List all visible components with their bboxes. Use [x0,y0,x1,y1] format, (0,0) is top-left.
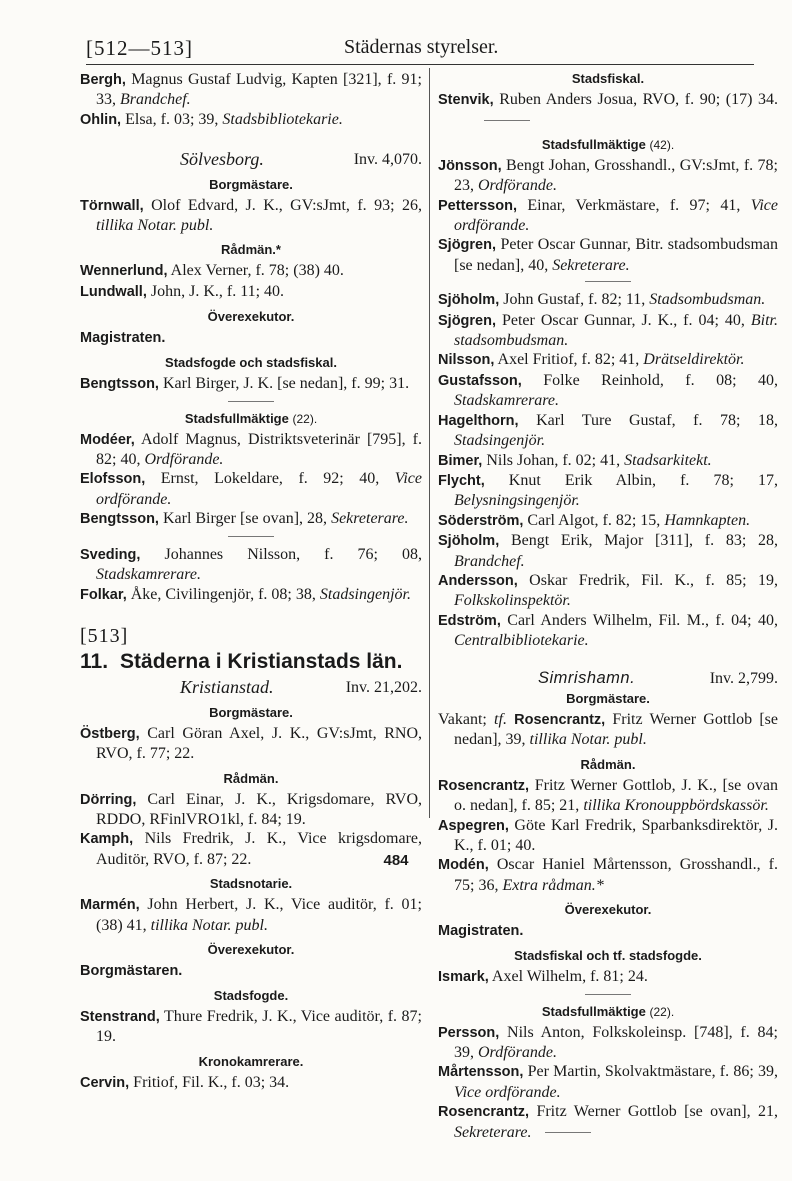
person-name: Modéer, [80,431,135,448]
person-name: Folkar, [80,586,127,603]
person-details: Göte Karl Fredrik, Sparbanksdirektör, J. K., f. 01; 40. [454,816,778,854]
person-title: tillika Kronouppbördskassör. [583,797,769,815]
person-details: Ernst, Lokeldare, f. 92; 40, [145,470,395,488]
entry-sjogren [438,311,778,351]
person-details: Bengt Erik, Major [311], f. 83; 28, [499,532,778,550]
office-heading: Rådmän. [580,756,636,772]
person-details: Folke Reinhold, f. 08; 40, [521,371,778,389]
town-population: Inv. 2,799. [709,669,778,687]
town-population: Inv. 21,202. [345,679,422,697]
entry-aspegren [438,816,778,856]
person-name: Gustafsson, [438,372,522,389]
entry-sjogren-sekr [438,235,778,275]
person-title: Stadsbibliotekarie. [222,110,343,128]
town-name: Kristianstad. [180,677,274,698]
section-title: Städerna i Kristianstads län. [120,650,403,674]
entry-bengtsson-sekr [80,509,422,529]
page-number: 484 [383,852,409,869]
person-name: Elofsson, [80,471,146,488]
person-title: Sekreterare. [331,510,409,528]
column-divider [429,68,430,818]
person-title: tillika Notar. publ. [150,916,268,934]
office-heading: Kronokamrerare. [198,1053,304,1069]
person-title: Stadsingenjör. [319,585,411,603]
page-header [86,36,754,66]
entry-dorring [80,790,422,830]
left-column [80,70,422,1093]
entry-stenvik [438,90,778,130]
member-count: (42). [649,137,675,152]
person-name: Sjögren, [438,237,497,254]
office-heading: Borgmästare. [209,176,293,192]
entry-andersson [438,571,778,611]
person-title: Hamnkapten. [664,511,751,529]
person-details: Ruben Anders Josua, RVO, f. 90; (17) 34. [493,91,778,108]
heading-text: Stadsfullmäktige [541,1003,646,1019]
person-name: Wennerlund, [80,263,168,280]
town-heading-kristianstad [80,678,422,697]
person-title: Vice ordförande. [454,1083,561,1101]
person-title: Stadskamrerare. [454,392,560,410]
entry-rosencrantz [438,776,778,816]
person-name: Persson, [438,1024,500,1041]
heading-text: Stadsfullmäktige [184,410,289,426]
office-heading: Stadsfogde. [213,987,289,1003]
entry-vakant [438,710,778,750]
person-details: Fritiof, Fil. K., f. 03; 34. [129,1073,290,1091]
person-details: Magnus Gustaf Ludvig, Kapten [321], f. 91; 33, [96,71,422,109]
person-details: John, J. K., f. 11; 40. [146,282,285,300]
person-title: Bitr. stadsombudsman. [454,311,778,350]
office-heading: Stadsfiskal och tf. stadsfogde. [514,948,702,964]
person-name: Stenstrand, [80,1008,160,1025]
person-name: Törnwall, [80,197,144,214]
section-number: 11. [80,650,109,674]
town-population: Inv. 4,070. [353,151,422,169]
person-details: Fritz Werner Gottlob, J. K., [se ovan o. nedan], f. 85; 21, [454,776,778,815]
person-details: Nils Fredrik, J. K., Vice krigsdomare, Auditör, RVO, f. 87; 22. [96,830,422,868]
person-details: Adolf Magnus, Distriktsveterinär [795], f. 82; 40, [96,430,422,469]
person-title: Stadsarkitekt. [624,451,712,469]
person-title: Ordförande. [144,451,224,469]
person-name: Bengtsson, [80,511,159,528]
person-name: Lundwall, [80,283,147,300]
person-details: John Gustaf, f. 82; 11, [499,291,650,309]
entry-modeer [80,430,422,470]
entry-bengtsson [80,374,422,394]
town-name: Sölvesborg. [180,149,264,170]
entry-lundwall [80,282,422,302]
office-heading: Borgmästare. [209,704,293,720]
entry-stenstrand [80,1007,422,1047]
person-details: Elsa, f. 03; 39, [121,110,223,128]
entry-flycht [438,471,778,511]
separator-rule [484,120,530,121]
person-details: Knut Erik Albin, f. 78; 17, [484,471,778,489]
person-details: Carl Anders Wilhelm, Fil. M., f. 04; 40, [500,611,778,629]
person-details: Carl Algot, f. 82; 15, [523,511,665,529]
entry-martensson [438,1062,778,1102]
entry-pettersson [438,196,778,236]
person-name: Rosencrantz, [438,777,530,794]
person-details: Carl Einar, J. K., Krigsdomare, RVO, RDDO, RFinlVRO1kl, f. 84; 19. [96,790,422,828]
page-range: [512—513] [86,36,193,60]
office-holder: Magistraten. [438,923,524,940]
person-title: Ordförande. [478,177,557,195]
office-heading [438,136,778,154]
office-heading: Överexekutor. [207,941,295,957]
person-details: Fritz Werner Gottlob [se ovan], 21, [529,1103,778,1121]
person-details: Peter Oscar Gunnar, Bitr. stadsombudsman [se nedan], 40, [454,236,778,274]
person-details: Carl Göran Axel, J. K., GV:sJmt, RNO, RVO, f. 77; 22. [96,724,422,763]
person-name: Rosencrantz, [506,711,606,728]
town-name: Simrishamn. [538,668,636,687]
separator-rule [545,1132,591,1133]
person-name: Pettersson, [438,197,517,214]
person-title: Brandchef. [120,91,191,109]
person-title: Folkskolinspektör. [454,592,571,610]
person-name: Modén, [438,857,489,874]
person-name: Ismark, [438,969,489,986]
person-details: Fritz Werner Gottlob [se nedan], 39, [454,710,778,749]
person-title: Brandchef. [454,552,525,570]
person-details: Per Martin, Skolvaktmästare, f. 86; 39, [523,1063,778,1081]
office-heading: Rådmän. [223,770,279,786]
person-details: Karl Birger, J. K. [se nedan], f. 99; 31. [158,375,410,393]
entry-hagelthorn [438,411,778,451]
office-heading: Överexekutor. [207,309,295,325]
person-title: Stadsingenjör. [454,432,546,450]
office-heading: Stadsfogde och stadsfiskal. [165,355,337,371]
person-name: Sveding, [80,546,141,563]
person-details: Karl Ture Gustaf, f. 78; 18, [518,411,778,429]
person-title: Centralbibliotekarie. [454,632,589,650]
person-name: Kamph, [80,831,134,848]
office-heading: Överexekutor. [564,902,652,918]
heading-text: Stadsfullmäktige [541,136,646,152]
person-name: Jönsson, [438,157,502,174]
person-title: Drätseldirektör. [643,351,745,369]
person-details: Åke, Civilingenjör, f. 08; 38, [126,585,320,603]
person-name: Aspegren, [438,817,509,834]
person-details: Oscar Haniel Mårtensson, Grosshandl., f. 75; 36, [454,856,778,894]
entry-rosencrantz-sekr [438,1102,778,1142]
entry-sjoholm-john [438,290,778,310]
entry-edstrom [438,611,778,651]
office-heading [80,410,422,428]
person-name: Nilsson, [438,352,495,369]
office-heading: Stadsfiskal. [571,71,645,86]
entry-sveding [80,545,422,585]
person-name: Mårtensson, [438,1064,524,1081]
person-name: Stenvik, [438,92,494,108]
entry-folkar [80,585,422,605]
header-rule [86,64,754,65]
person-title: Extra rådman.* [502,876,604,894]
person-name: Dörring, [80,791,137,808]
entry-sjoholm-bengt [438,531,778,571]
person-name: Bergh, [80,72,126,88]
person-details: Karl Birger [se ovan], 28, [158,510,332,528]
person-details: Oskar Fredrik, Fil. K., f. 85; 19, [517,571,778,589]
person-name: Söderström, [438,512,524,529]
person-name: Bimer, [438,452,483,469]
person-title: Vice ordförande. [454,196,778,235]
office-heading: Stadsnotarie. [209,876,293,892]
person-name: Bengtsson, [80,376,159,393]
person-title: Stadskamrerare. [96,566,202,584]
person-name: Hagelthorn, [438,412,519,429]
town-heading-simrishamn [438,669,778,688]
person-title: Stadsombudsman. [649,291,766,309]
separator-rule [228,401,274,402]
person-details: Nils Johan, f. 02; 41, [482,451,625,469]
section-page-marker: [513] [80,624,129,647]
member-count: (22). [649,1004,675,1019]
entry-marmen [80,895,422,935]
separator-rule [585,994,631,995]
person-title: Vice ordförande. [96,470,422,508]
right-column [438,70,778,1142]
section-heading [80,650,422,674]
person-name: Sjöholm, [438,292,500,309]
person-name: Flycht, [438,472,485,489]
person-details: John Herbert, J. K., Vice auditör, f. 01; (38) 41, [96,896,422,934]
person-name: Sjöholm, [438,533,500,550]
person-name: Cervin, [80,1074,130,1091]
person-details: Alex Verner, f. 78; (38) 40. [167,262,344,280]
person-name: Edström, [438,612,501,629]
person-title: Ordförande. [478,1044,557,1062]
vacancy-note: Vakant; [438,710,495,728]
office-heading: Borgmästare. [566,690,650,706]
separator-rule [585,281,631,282]
person-details: Thure Fredrik, J. K., Vice auditör, f. 87; 19. [96,1007,422,1046]
person-details: Olof Edvard, J. K., GV:sJmt, f. 93; 26, [143,196,422,214]
entry-jonsson [438,156,778,196]
person-title: tillika Notar. publ. [96,217,214,235]
person-details: Johannes Nilsson, f. 76; 08, [140,545,422,563]
office-holder: Borgmästaren. [80,962,183,979]
entry-ohlin [80,110,422,130]
member-count: (22). [292,411,318,426]
entry-cervin [80,1073,422,1093]
office-heading [438,1003,778,1021]
person-details: Einar, Verkmästare, f. 97; 41, [516,196,751,214]
person-name: Marmén, [80,897,140,914]
person-title: Sekreterare. [454,1123,532,1141]
entry-persson [438,1023,778,1063]
person-title: Belysningsingenjör. [454,492,580,510]
acting-abbrev: tf. [494,710,507,728]
office-holder: Magistraten. [80,330,166,347]
town-heading-solvesborg [80,150,422,169]
entry-soderstrom [438,511,778,531]
entry-gustafsson [438,371,778,411]
person-name: Rosencrantz, [438,1104,530,1121]
office-heading: Rådmän.* [221,242,281,258]
person-details: Bengt Johan, Grosshandl., GV:sJmt, f. 78; 23, [454,156,778,195]
person-title: Sekreterare. [552,256,630,274]
entry-wennerlund [80,261,422,281]
person-details: Peter Oscar Gunnar, J. K., f. 04; 40, [496,311,751,329]
person-details: Axel Wilhelm, f. 81; 24. [488,968,648,986]
entry-bergh [80,70,422,110]
person-title: tillika Notar. publ. [529,731,647,749]
separator-rule [228,536,274,537]
entry-tornwall [80,196,422,236]
person-name: Andersson, [438,572,518,589]
person-details: Nils Anton, Folkskoleinsp. [748], f. 84; 39, [454,1023,778,1062]
entry-ostberg [80,724,422,764]
person-name: Ohlin, [80,111,122,128]
person-name: Sjögren, [438,312,497,329]
entry-ismark [438,967,778,987]
person-details: Axel Fritiof, f. 82; 41, [494,351,644,369]
person-name: Östberg, [80,725,140,742]
running-title: Städernas styrelser. [344,36,499,58]
entry-bimer [438,451,778,471]
entry-elofsson [80,469,422,509]
entry-nilsson [438,350,778,370]
